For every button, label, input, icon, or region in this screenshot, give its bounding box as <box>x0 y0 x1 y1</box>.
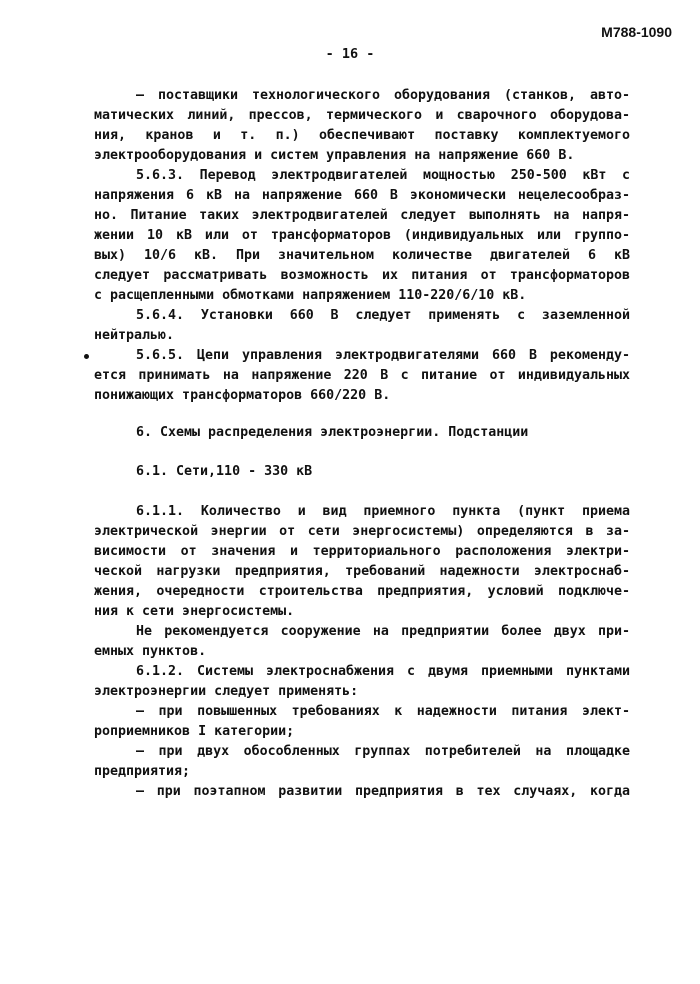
text-line: нейтралью. <box>94 328 175 343</box>
text-block-6-1 <box>94 502 630 802</box>
text-line: электроэнергии следует применять: <box>94 684 359 699</box>
subsection-heading: 6.1. Сети,110 - 330 кВ <box>136 464 313 479</box>
text-line: жения, очередности строительства предприятия, условий подключе- <box>94 584 630 599</box>
text-line: роприемников I категории; <box>94 724 295 739</box>
bullet-mark <box>84 354 89 359</box>
text-line: – при повышенных требованиях к надежности питания элект- <box>136 704 630 719</box>
page-number: - 16 - <box>325 46 375 62</box>
text-line: электрооборудования и систем управления на напряжение 660 В. <box>94 148 575 163</box>
text-line: ния, кранов и т. п.) обеспечивают поставку комплектуемого <box>94 128 630 143</box>
document-code: M788-1090 <box>601 24 672 40</box>
text-line: 5.6.5. Цепи управления электродвигателями 660 В рекоменду- <box>136 348 630 363</box>
text-line: 6.1.2. Системы электроснабжения с двумя приемными пунктами <box>136 664 630 679</box>
text-line: висимости от значения и территориального расположения электри- <box>94 544 630 559</box>
text-line: понижающих трансформаторов 660/220 В. <box>94 388 391 403</box>
text-line: ется принимать на напряжение 220 В с питание от индивидуальных <box>94 368 630 383</box>
text-line: следует рассматривать возможность их питания от трансформаторов <box>94 268 630 283</box>
text-line: – поставщики технологического оборудования (станков, авто- <box>136 88 630 103</box>
text-line: матических линий, прессов, термического и сварочного оборудова- <box>94 108 630 123</box>
text-line: напряжения 6 кВ на напряжение 660 В экономически нецелесообраз- <box>94 188 630 203</box>
text-line: жении 10 кВ или от трансформаторов (индивидуальных или группо- <box>94 228 630 243</box>
text-line: 5.6.4. Установки 660 В следует применять с заземленной <box>136 308 630 323</box>
text-line: ния к сети энергосистемы. <box>94 604 295 619</box>
text-line: Не рекомендуется сооружение на предприятии более двух при- <box>136 624 630 639</box>
text-line: – при поэтапном развитии предприятия в тех случаях, когда <box>136 784 630 799</box>
section-heading-block <box>94 423 630 443</box>
text-line: ческой нагрузки предприятия, требований надежности электроснаб- <box>94 564 630 579</box>
text-line: с расщепленными обмотками напряжением 110-220/6/10 кВ. <box>94 288 527 303</box>
text-line: электрической энергии от сети энергосистемы) определяются в за- <box>94 524 630 539</box>
text-line: 5.6.3. Перевод электродвигателей мощностью 250-500 кВт с <box>136 168 630 183</box>
subsection-heading-block <box>94 462 630 482</box>
text-line: вых) 10/6 кВ. При значительном количестве двигателей 6 кВ <box>94 248 630 263</box>
text-line: но. Питание таких электродвигателей следует выполнять на напря- <box>94 208 630 223</box>
text-block-5-6 <box>94 86 630 406</box>
text-line: предприятия; <box>94 764 191 779</box>
text-line: 6.1.1. Количество и вид приемного пункта (пункт приема <box>136 504 630 519</box>
section-heading: 6. Схемы распределения электроэнергии. Подстанции <box>136 425 529 440</box>
text-line: – при двух обособленных группах потребителей на площадке <box>136 744 630 759</box>
text-line: емных пунктов. <box>94 644 207 659</box>
